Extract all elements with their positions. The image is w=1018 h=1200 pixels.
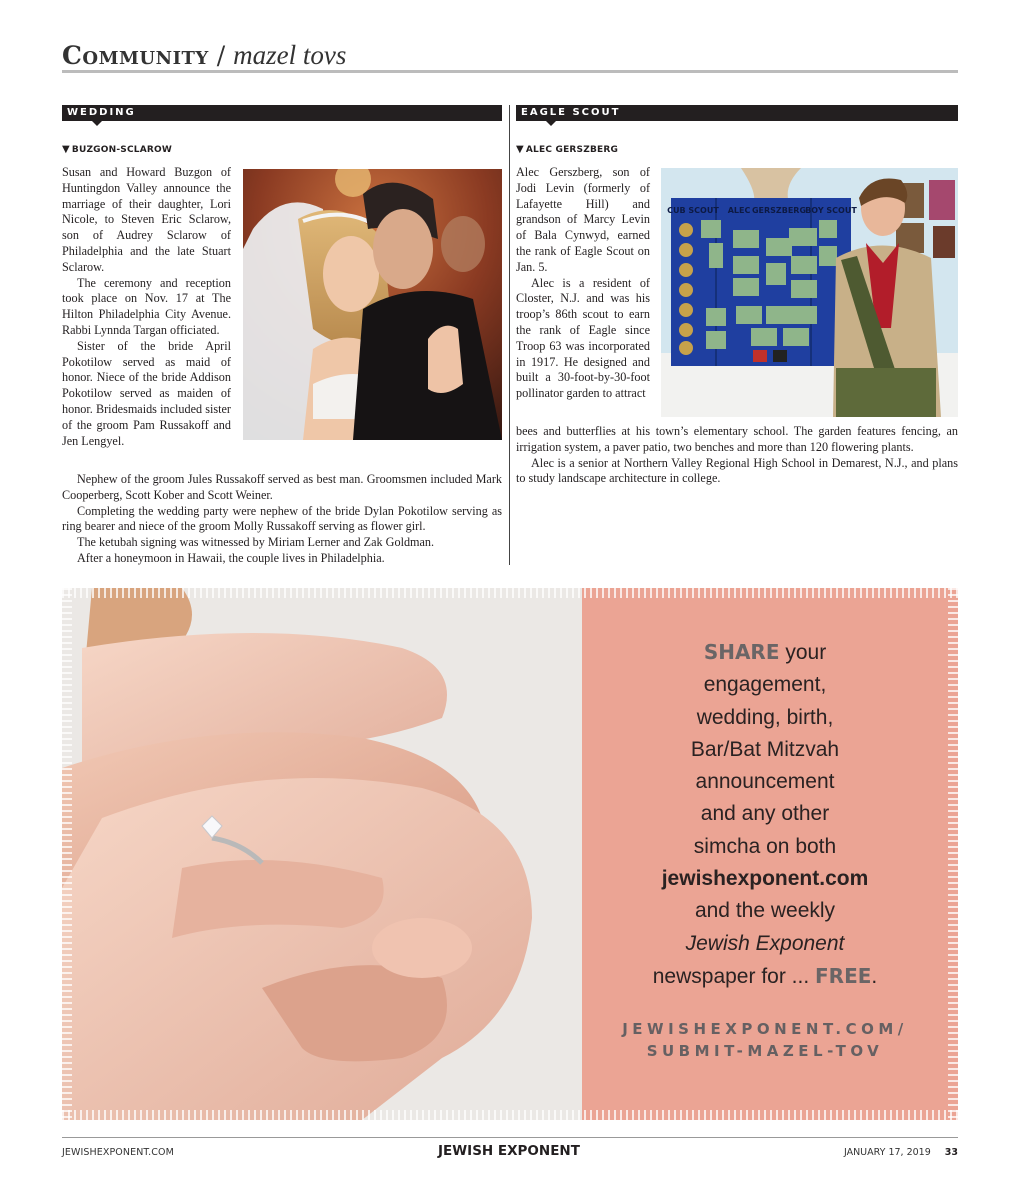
- ad-line: and any other: [700, 802, 830, 826]
- section-title: Community: [62, 41, 209, 70]
- ad-free-emphasis: FREE: [815, 963, 872, 988]
- paragraph: bees and butterflies at his town’s elementary school. The garden features fencing, an irrigation system, a paver patio, two benches and more than 120 flowering plants.: [516, 424, 958, 454]
- ad-line: simcha on both: [693, 834, 837, 858]
- ad-text: .: [871, 964, 878, 988]
- ad-line: [582, 636, 948, 669]
- eagle-section-bar: [516, 105, 958, 121]
- wedding-bar-label: WEDDING: [67, 107, 136, 118]
- ad-line: engagement,: [703, 673, 827, 697]
- ad-paper-name: Jewish Exponent: [685, 931, 845, 955]
- ad-copy: [582, 636, 948, 993]
- ad-hands-ring-photo: [62, 588, 582, 1120]
- wedding-kicker-text: BUZGON-SCLAROW: [71, 145, 172, 155]
- bar-notch: [546, 121, 556, 126]
- paragraph: After a honeymoon in Hawaii, the couple lives in Philadelphia.: [77, 550, 385, 565]
- wedding-couple-photo: [243, 169, 502, 440]
- eagle-article-narrow: [516, 165, 650, 402]
- board-label-boy: BOY SCOUT: [805, 206, 857, 215]
- eagle-kicker-text: ALEC GERSZBERG: [525, 145, 619, 155]
- header-rule: [62, 70, 958, 73]
- triangle-down-icon: ▼: [516, 144, 524, 155]
- ad-line: Bar/Bat Mitzvah: [690, 737, 840, 761]
- hands-illustration: [62, 588, 582, 1120]
- header-separator: /: [216, 41, 226, 70]
- ad-submit-url[interactable]: [582, 1018, 948, 1062]
- ad-site-link[interactable]: jewishexponent.com: [661, 867, 869, 891]
- wedding-section-bar: [62, 105, 502, 121]
- page-header: [62, 40, 346, 71]
- eagle-photo-illustration: [661, 168, 958, 417]
- wedding-photo-illustration: [243, 169, 502, 440]
- footer-publication: JEWISH EXPONENT: [438, 1143, 580, 1159]
- paragraph: Alec Gerszberg, son of Jodi Levin (formerly of Lafayette Hill) and grandson of Marcy Levin of Bala Cynwyd, earned the rank of Eagle Scout on Jan. 5.: [516, 165, 650, 274]
- ad-line: announcement: [695, 770, 835, 794]
- ad-line: [582, 960, 948, 993]
- wedding-article-narrow: [62, 165, 231, 449]
- decorative-stripe-border: [948, 588, 958, 1120]
- paragraph: Alec is a senior at Northern Valley Regional High School in Demarest, N.J., and plans to study landscape architecture in college.: [516, 455, 958, 486]
- footer-date-page: [844, 1147, 958, 1158]
- ad-text: newspaper for ...: [652, 964, 815, 988]
- decorative-stripe-border: [62, 588, 72, 1120]
- footer-date: JANUARY 17, 2019: [843, 1147, 931, 1158]
- footer-website: JEWISHEXPONENT.COM: [62, 1147, 174, 1158]
- subsection-title: mazel tovs: [233, 40, 347, 70]
- eagle-article-wide: [516, 424, 958, 487]
- paragraph: Susan and Howard Buzgon of Huntingdon Valley announce the marriage of their daughter, Lori Nicole, to Steven Eric Sclarow, son of Audrey Sclarow of Philadelphia and the late Stuart Sclarow.: [62, 165, 231, 274]
- paragraph: Nephew of the groom Jules Russakoff served as best man. Groomsmen included Mark Cooperberg, Scott Kober and Scott Weiner.: [62, 472, 502, 502]
- triangle-down-icon: ▼: [62, 144, 70, 155]
- bar-notch: [92, 121, 102, 126]
- eagle-scout-photo: [661, 168, 958, 417]
- paragraph: Sister of the bride April Pokotilow served as maid of honor. Niece of the bride Addison Pokotilow served as maiden of honor. Bridesmaids included sister of the groom Pam Russakoff and Jen Lengyel.: [62, 338, 231, 448]
- ad-share-emphasis: SHARE: [703, 640, 780, 664]
- paragraph: The ceremony and reception took place on Nov. 17 at The Hilton Philadelphia City Avenue. Rabbi Lynnda Targan officiated.: [62, 275, 231, 337]
- ad-line: wedding, birth,: [696, 705, 834, 729]
- ad-url-line: JEWISHEXPONENT.COM/: [622, 1020, 908, 1038]
- wedding-kicker: [62, 144, 172, 155]
- eagle-bar-label: EAGLE SCOUT: [521, 107, 621, 118]
- eagle-kicker: [516, 144, 618, 155]
- decorative-stripe-border: [62, 588, 958, 598]
- ad-line: and the weekly: [694, 899, 836, 923]
- ad-url-line: SUBMIT-MAZEL-TOV: [646, 1042, 884, 1060]
- paragraph: Completing the wedding party were nephew of the bride Dylan Pokotilow serving as ring bearer and niece of the groom Molly Russakoff serving as flower girl.: [62, 503, 502, 534]
- board-label-first: ALEC: [727, 206, 751, 215]
- column-divider: [509, 105, 510, 565]
- board-label-cub: CUB SCOUT: [667, 206, 719, 215]
- footer-rule: [62, 1137, 958, 1138]
- decorative-stripe-border: [62, 1110, 958, 1120]
- mazel-tov-ad[interactable]: [62, 588, 958, 1120]
- ad-text: your: [779, 641, 827, 664]
- paragraph: Alec is a resident of Closter, N.J. and was his troop’s 86th scout to earn the rank of Eagle since Troop 63 was incorporated in 1917. He designed and built a 30-foot-by-30-foot pollinator garden to attract: [516, 275, 650, 401]
- paragraph: The ketubah signing was witnessed by Miriam Lerner and Zak Goldman.: [77, 535, 435, 550]
- board-label-last: GERSZBERG: [751, 206, 807, 215]
- wedding-article-wide: [62, 472, 502, 567]
- page-number: 33: [944, 1147, 958, 1158]
